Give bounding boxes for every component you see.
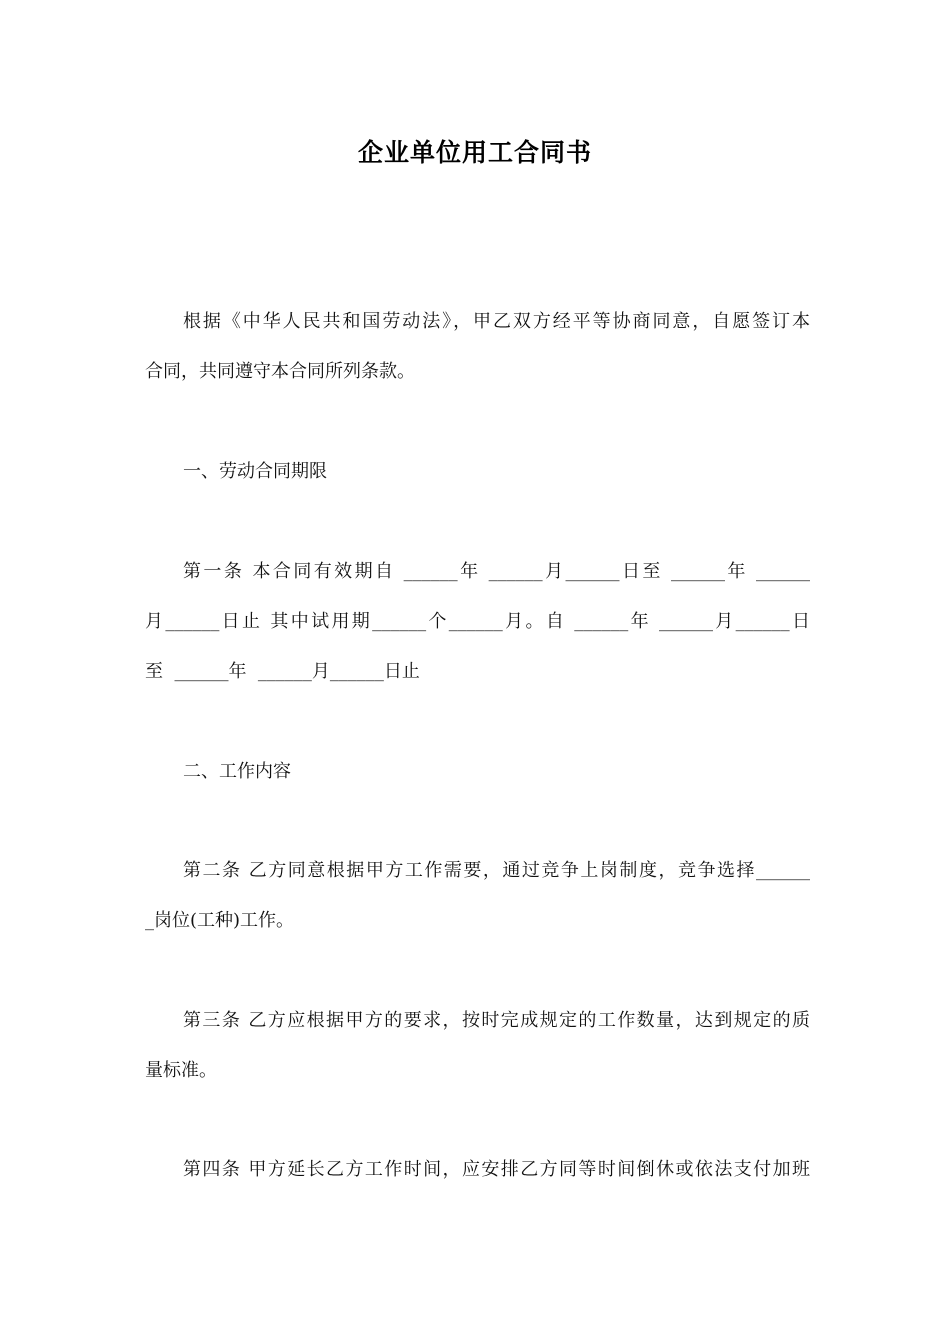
document-title: 企业单位用工合同书	[357, 138, 592, 167]
article-1-line-3: 至 ______年 ______月______日止	[145, 661, 420, 682]
section-heading-work-content: 二、工作内容	[183, 761, 291, 782]
article-3-line-1: 第三条 乙方应根据甲方的要求，按时完成规定的工作数量，达到规定的质	[183, 1010, 810, 1031]
section-heading-contract-term: 一、劳动合同期限	[183, 461, 327, 482]
article-1-line-1: 第一条 本合同有效期自 ______年 ______月______日至 ______年 ______	[183, 561, 810, 582]
article-4-line-1: 第四条 甲方延长乙方工作时间，应安排乙方同等时间倒休或依法支付加班	[183, 1159, 810, 1180]
preamble-line-1: 根据《中华人民共和国劳动法》，甲乙双方经平等协商同意，自愿签订本	[183, 311, 810, 332]
preamble-line-2: 合同，共同遵守本合同所列条款。	[145, 361, 415, 382]
article-2-line-1: 第二条 乙方同意根据甲方工作需要，通过竞争上岗制度，竞争选择______	[183, 860, 810, 881]
article-3-line-2: 量标准。	[145, 1060, 217, 1081]
article-1-line-2: 月______日止 其中试用期______个______月。自 ______年 ______月______日	[145, 611, 810, 632]
article-2-line-2: _岗位(工种)工作。	[145, 910, 295, 931]
